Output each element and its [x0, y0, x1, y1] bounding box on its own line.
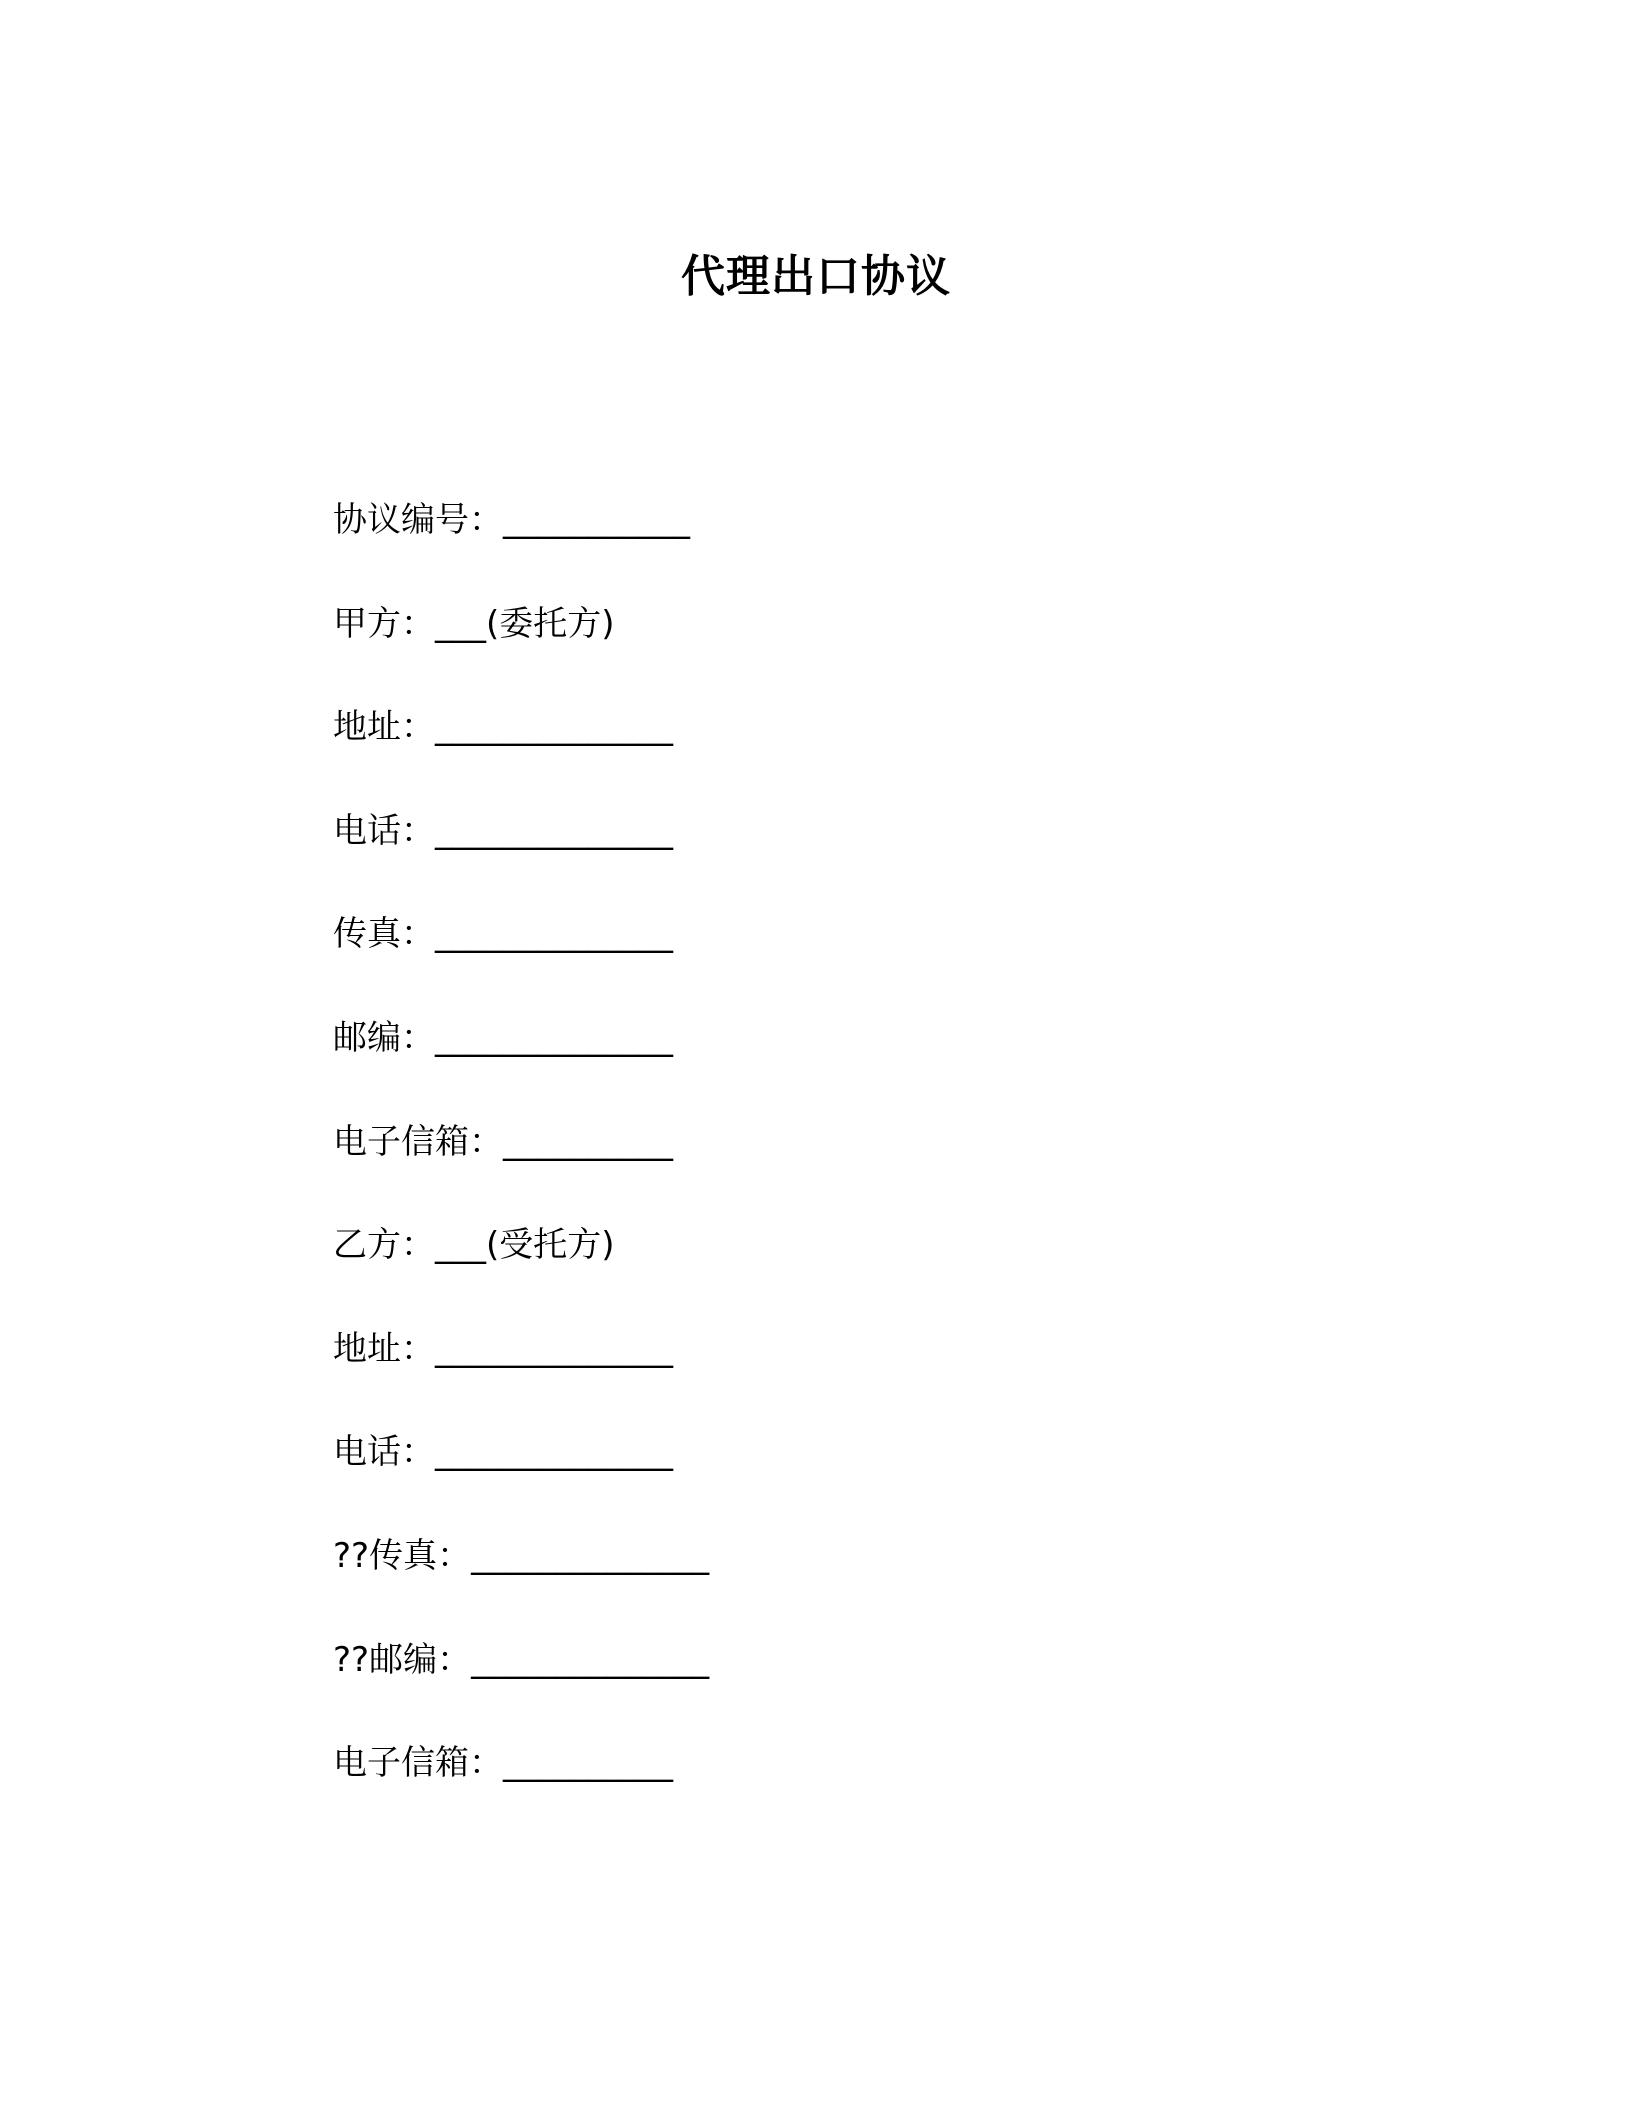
document-title: 代理出口协议 [681, 251, 951, 303]
party-b-fax-line: ??传真：______________ [333, 1535, 710, 1576]
party-b-address-line: 地址：______________ [333, 1328, 673, 1369]
party-b-postcode-line: ??邮编：______________ [333, 1639, 710, 1680]
party-b-email-line: 电子信箱：__________ [333, 1743, 673, 1784]
party-a-postcode-line: 邮编：______________ [333, 1017, 673, 1058]
party-a-line: 甲方：___(委托方) [333, 603, 615, 644]
party-a-email-line: 电子信箱：__________ [333, 1121, 673, 1162]
party-a-fax-line: 传真：______________ [333, 914, 673, 955]
party-info-list [333, 490, 1333, 1837]
party-b-phone-line: 电话：______________ [333, 1432, 673, 1473]
party-a-phone-line: 电话：______________ [333, 810, 673, 851]
party-b-line: 乙方：___(受托方) [333, 1225, 615, 1266]
agreement-number-line: 协议编号：___________ [333, 500, 690, 540]
party-a-address-line: 地址：______________ [333, 707, 673, 748]
